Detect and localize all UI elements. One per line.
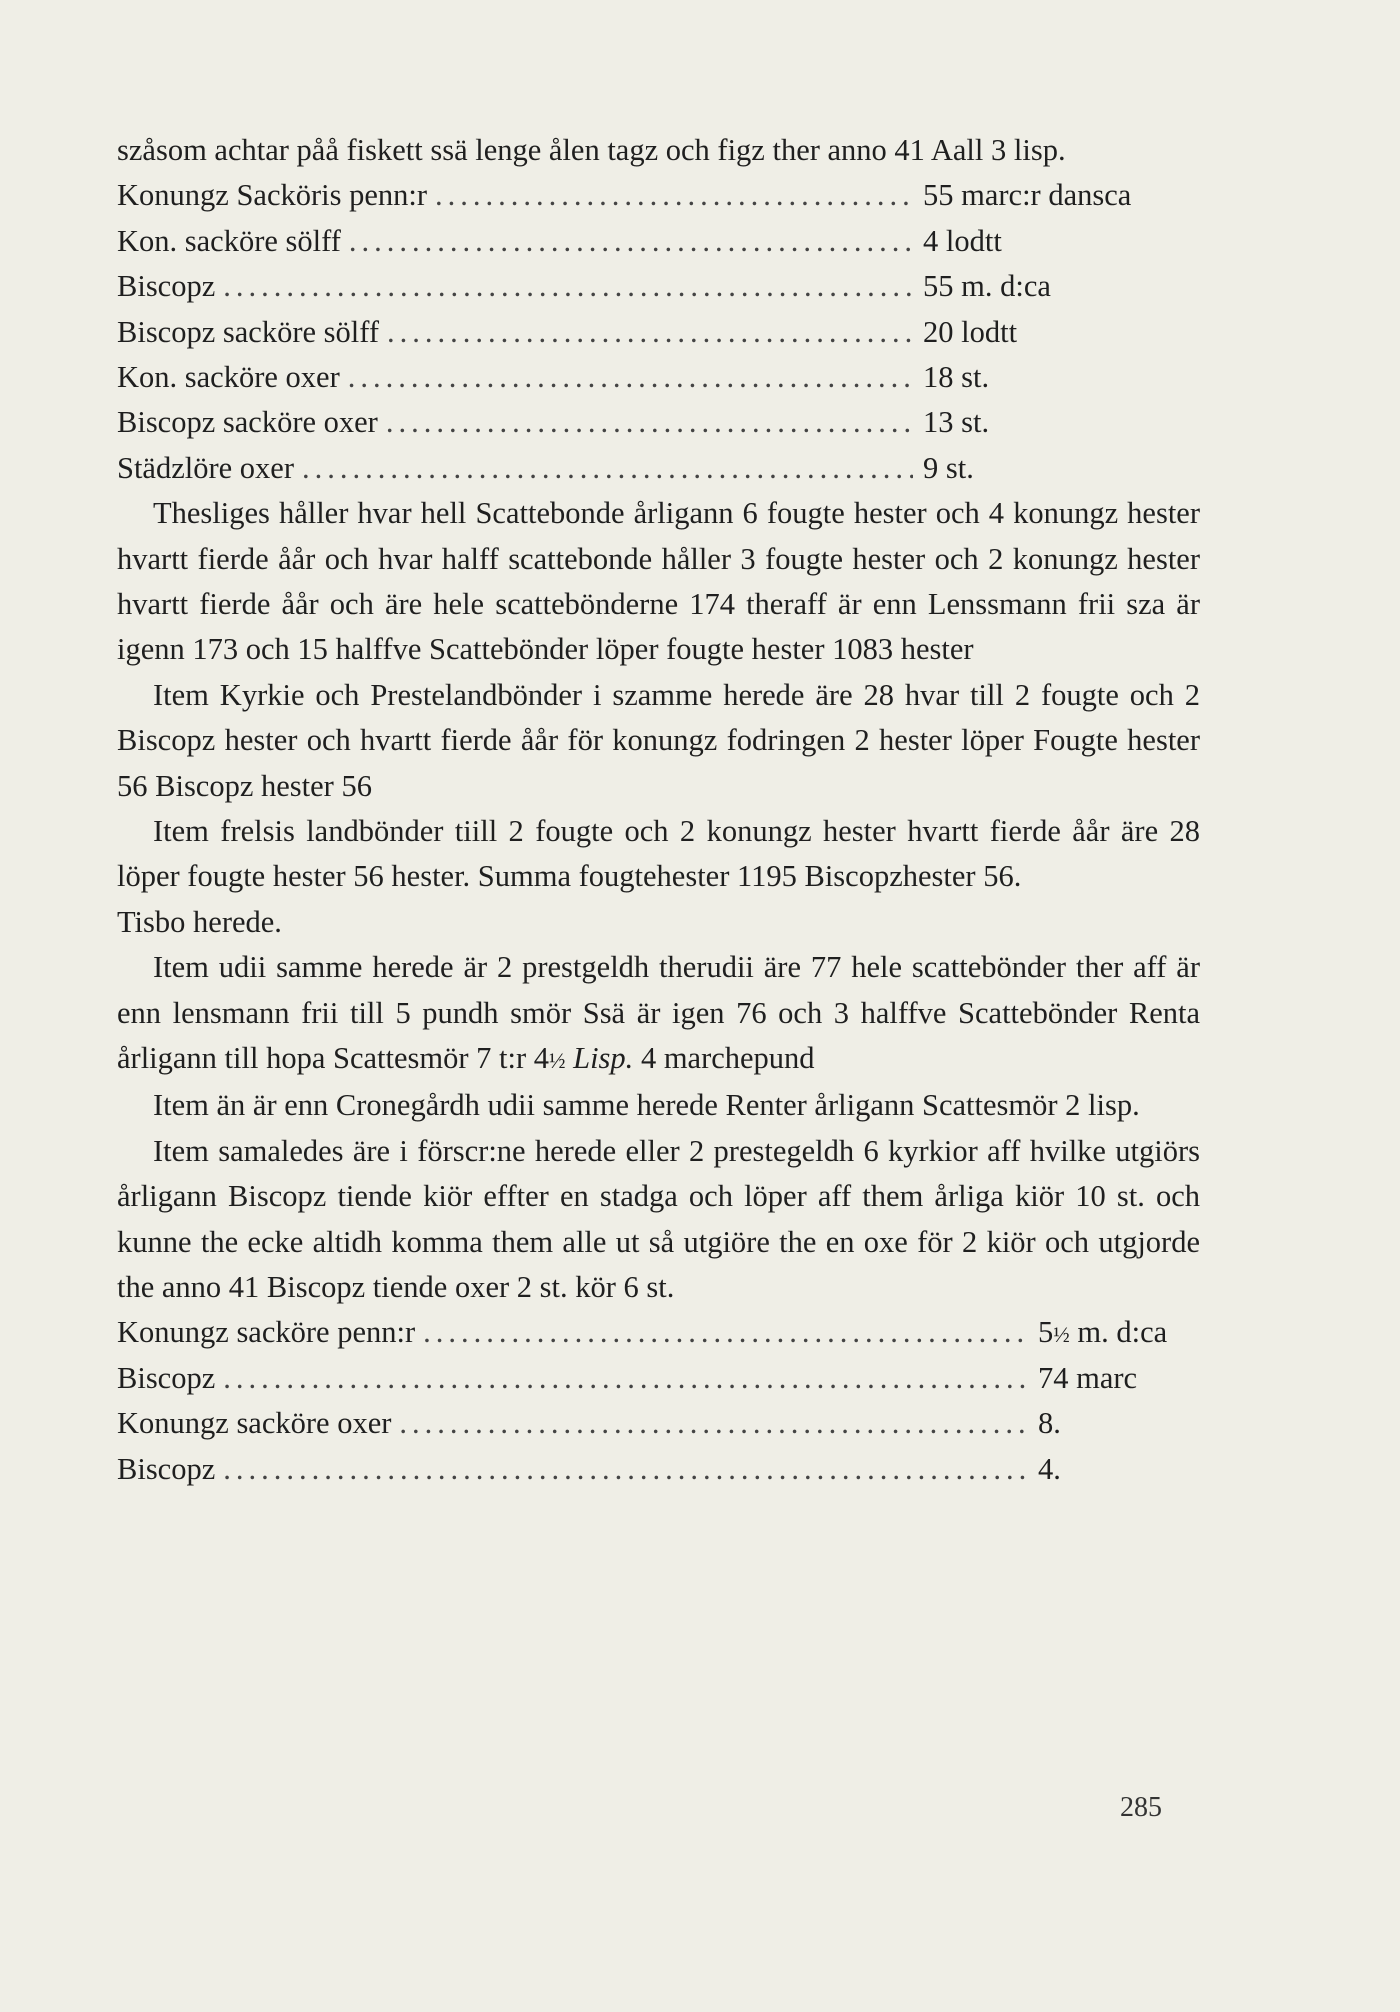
table-row-biscopz: [117, 264, 1200, 309]
table-row-stadzlore-oxer: [117, 446, 1200, 491]
fraction: ½: [549, 1048, 566, 1074]
table-row-kon-sackore-oxer: [117, 355, 1200, 400]
row-label: Kon. sacköre oxer: [117, 359, 340, 394]
row-label: Kon. sacköre sölff: [117, 223, 341, 258]
dot-leader: [435, 173, 913, 218]
row-label: Biscopz: [117, 1360, 216, 1395]
paragraph-continuation: szåsom achtar påå fiskett ssä lenge ålen tagz och figz ther anno 41 Aall 3 lisp.: [117, 133, 1066, 167]
dot-leader: [348, 355, 913, 400]
page-number: 285: [1120, 1792, 1162, 1823]
dot-leader: [387, 310, 913, 355]
row-value: 13 st.: [923, 405, 990, 440]
table-row-kon-sackore-solff: [117, 219, 1200, 264]
page-body: [117, 128, 1200, 1492]
paragraph-text: Item udii samme herede är 2 prestgeldh therudii äre 77 hele scattebönder ther aff är enn lensmann frii till 5 pundh smör Ssä är igen 76 och 3 halffve Scattebönder Renta årligann till hopa Scattesmör 7 t:r 4: [117, 950, 1200, 1076]
row-label: Biscopz: [117, 269, 216, 304]
dot-leader: [223, 264, 913, 309]
row-value: 8.: [1038, 1406, 1061, 1441]
table-row-konungz-sackore-penn: [117, 1310, 1200, 1355]
dot-leader: [423, 1310, 1028, 1355]
table-row-biscopz-oxer: [117, 1447, 1200, 1492]
dot-leader: [386, 400, 913, 445]
row-label: Konungz sacköre oxer: [117, 1406, 392, 1441]
paragraph-frelsis-landbonder: Item frelsis landbönder tiill 2 fougte och 2 konungz hester hvartt fierde åår äre 28 löper fougte hester 56 hester. Summa fougtehester 1195 Biscopzhester 56.: [117, 813, 1200, 894]
table-row-biscopz-sackore-oxer: [117, 400, 1200, 445]
dot-leader: [399, 1401, 1028, 1446]
paragraph-prestgeldh: [117, 945, 1200, 1083]
paragraph-cronegardh: Item än är enn Cronegårdh udii samme herede Renter årligann Scattesmör 2 lisp.: [153, 1088, 1140, 1123]
italic-unit: Lisp.: [573, 1041, 634, 1076]
row-value: 18 st.: [923, 359, 990, 394]
paragraph-tiende-kior: Item samaledes äre i förscr:ne herede eller 2 prestegeldh 6 kyrkior aff hvilke utgiörs årligann Biscopz tiende kiör effter en stadga och löper aff them årliga kiör 10 st. och kunne the ecke altidh komma them alle ut så utgiöre the en oxe för 2 kiör och utgjorde the anno 41 Biscopz tiende oxer 2 st. kör 6 st.: [117, 1133, 1200, 1305]
paragraph-text-end: 4 marchepund: [640, 1041, 815, 1076]
row-label: Biscopz sacköre sölff: [117, 314, 380, 349]
row-label: Konungz Sacköris penn:r: [117, 178, 428, 213]
row-value: 55 marc:r dansca: [923, 178, 1132, 213]
row-value: 4 lodtt: [923, 223, 1002, 258]
row-label: Konungz sacköre penn:r: [117, 1315, 416, 1350]
row-value: 9 st.: [923, 450, 974, 485]
row-label: Biscopz: [117, 1451, 216, 1486]
table-row-biscopz-sackore-solff: [117, 310, 1200, 355]
row-value: 4.: [1038, 1451, 1061, 1486]
row-label: Städzlöre oxer: [117, 450, 294, 485]
table-row-biscopz-marc: [117, 1356, 1200, 1401]
table-row-konungz-sackore-oxer: [117, 1401, 1200, 1446]
dot-leader: [349, 219, 913, 264]
row-value: 5½ m. d:ca: [1038, 1315, 1168, 1350]
dot-leader: [302, 446, 913, 491]
row-value: 74 marc: [1038, 1360, 1138, 1395]
paragraph-scattebonde-hester: Thesliges håller hvar hell Scattebonde årligann 6 fougte hester och 4 konungz hester hvartt fierde åår och hvar halff scattebonde håller 3 fougte hester och 2 konungz hester hvartt fierde åår och äre hele scattebönderne 174 theraff är enn Lenssmann frii sza är igenn 173 och 15 halffve Scattebönder löper fougte hester 1083 hester: [117, 496, 1200, 667]
row-label: Biscopz sacköre oxer: [117, 405, 378, 440]
section-heading: Tisbo herede.: [117, 904, 282, 939]
dot-leader: [223, 1356, 1028, 1401]
table-row-kon-sackoris-penn: [117, 173, 1200, 218]
dot-leader: [223, 1447, 1028, 1492]
paragraph-kyrkie-prestelandbonder: Item Kyrkie och Prestelandbönder i szamme herede äre 28 hvar till 2 fougte och 2 Biscopz hester och hvartt fierde åår för konungz fodringen 2 hester löper Fougte hester 56 Biscopz hester 56: [117, 677, 1200, 803]
row-value: 20 lodtt: [923, 314, 1018, 349]
row-value: 55 m. d:ca: [923, 269, 1051, 304]
